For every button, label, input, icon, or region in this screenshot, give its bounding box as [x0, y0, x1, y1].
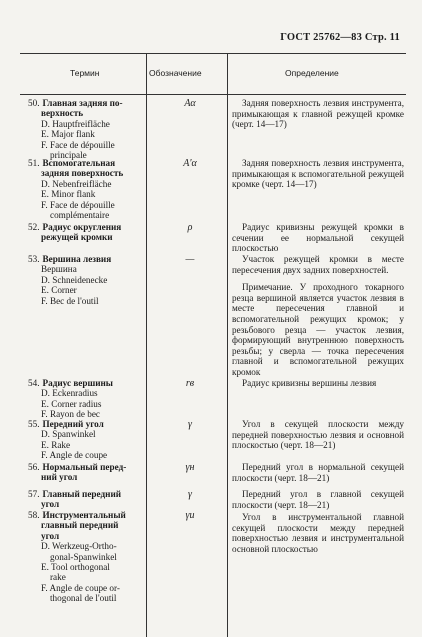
symbol-cell: — — [185, 254, 195, 265]
term-title-text: главный передний — [41, 520, 119, 531]
definition-cell — [232, 254, 404, 385]
term-translation: E. Corner radius — [41, 398, 102, 409]
term-title — [28, 419, 146, 429]
term-number: 52. — [28, 222, 40, 232]
symbol-cell: γи — [185, 510, 195, 521]
definition-text: Радиус кривизны режущей кромки в сечении ее нормальной секущей плоскостью — [232, 222, 404, 254]
term-title-text: Радиус округления — [42, 222, 122, 232]
term-number: 58. — [28, 510, 40, 520]
term-number: 55. — [28, 419, 40, 429]
definition-text: Передний угол в главной секущей плоскости (черт. 18—21) — [232, 489, 404, 510]
term-title-text: Вершина лезвия — [42, 254, 112, 264]
column-header-term: Термин — [70, 68, 100, 78]
table-header-row — [20, 53, 406, 95]
term-translation: D. Spanwinkel — [41, 429, 96, 440]
term-cell — [28, 222, 146, 243]
term-cell — [28, 462, 146, 483]
term-title-text: Радиус вершины — [42, 378, 113, 388]
term-translation: D. Nebenfreifläche — [41, 178, 112, 189]
term-translation: F. Angle de coupe or- — [41, 582, 120, 593]
symbol-cell: ρ — [187, 222, 193, 233]
term-number: 51. — [28, 158, 40, 168]
definition-cell — [232, 512, 404, 561]
term-title — [28, 499, 146, 509]
term-translation: D. Hauptfreifläche — [41, 118, 110, 129]
symbol-cell: rв — [185, 378, 195, 389]
symbol-cell: Aα — [184, 98, 196, 109]
term-title — [28, 222, 146, 232]
term-translation: F. Face de dépouille — [41, 139, 115, 150]
term-translation: E. Corner — [41, 285, 77, 296]
definition-cell — [232, 419, 404, 458]
term-translation: complémentaire — [50, 210, 110, 221]
term-cell — [28, 254, 146, 306]
term-title-text: задняя поверхность — [41, 168, 124, 179]
term-title-text: верхность — [41, 108, 84, 119]
definition-text: Задняя поверхность лезвия инструмента, примыкающая к главной режущей кромке (черт. 14—17) — [232, 98, 404, 130]
term-title — [28, 510, 146, 520]
term-title-text: Главная задняя по- — [42, 98, 123, 108]
symbol-cell: γ — [188, 419, 192, 430]
term-title — [28, 254, 146, 264]
term-translation: F. Rayon de bec — [41, 409, 100, 420]
term-title-text: угол — [41, 530, 60, 541]
term-title-text: угол — [41, 499, 60, 510]
term-title-text: Инструментальный — [42, 510, 126, 520]
column-header-symbol: Обозначение — [149, 68, 202, 78]
definition-cell — [232, 462, 404, 490]
term-title — [28, 520, 146, 530]
definition-note: Примечание. У проходного токарного резца вершиной является участок лезвия в месте пересечения главной и вспомогательной режущих кромок; у резьбового резца — участок лезвия, формирующий внутреннюю поверхность резьбы; у сверла — точка пересечения главной и вспомогательной режущих кромок — [232, 282, 404, 377]
term-title — [28, 462, 146, 472]
term-title-text: режущей кромки — [41, 232, 113, 243]
term-title — [28, 472, 146, 482]
term-translation: gonal-Spanwinkel — [50, 551, 117, 562]
term-translation: Вершина — [41, 264, 77, 275]
term-translation: rake — [50, 572, 66, 583]
column-separator — [146, 53, 147, 637]
term-cell — [28, 510, 146, 604]
term-translation: E. Major flank — [41, 129, 95, 140]
term-title — [28, 108, 146, 118]
symbol-cell: γн — [185, 462, 195, 473]
term-translation: F. Bec de l'outil — [41, 295, 99, 306]
term-translation: E. Rake — [41, 439, 71, 450]
definition-text: Участок режущей кромки в месте пересечения двух задних поверхностей. — [232, 254, 404, 275]
page-header: ГОСТ 25762—83 Стр. 11 — [280, 32, 400, 43]
term-translation: principale — [50, 150, 87, 161]
term-title-text: Вспомогательная — [42, 158, 116, 168]
term-number: 54. — [28, 378, 40, 388]
definition-text: Радиус кривизны вершины лезвия — [242, 378, 377, 388]
term-title-text: ний угол — [41, 472, 78, 483]
definition-cell — [232, 158, 404, 197]
term-title — [28, 489, 146, 499]
term-cell — [28, 158, 146, 220]
term-title — [28, 98, 146, 108]
definition-text: Угол в секущей плоскости между передней поверхностью лезвия и основной плоскостью (черт. 18—21) — [232, 419, 404, 451]
term-title-text: Нормальный перед- — [42, 462, 127, 472]
term-title — [28, 232, 146, 242]
term-translation: F. Face de dépouille — [41, 199, 115, 210]
term-translation: F. Angle de coupe — [41, 450, 108, 461]
term-cell — [28, 489, 146, 510]
term-number: 53. — [28, 254, 40, 264]
term-title — [28, 531, 146, 541]
term-translation: E. Minor flank — [41, 189, 96, 200]
term-number: 57. — [28, 489, 40, 499]
definition-text: Задняя поверхность лезвия инструмента, примыкающая к вспомогательной режущей кромке (черт. 14—17) — [232, 158, 404, 190]
symbol-cell: γ — [188, 489, 192, 500]
term-title-text: Главный передний — [42, 489, 122, 499]
term-cell — [28, 378, 146, 420]
term-number: 56. — [28, 462, 40, 472]
symbol-cell: A'α — [183, 158, 197, 169]
term-translation: E. Tool orthogonal — [41, 562, 110, 573]
definition-cell — [232, 378, 404, 396]
definition-text: Угол в инструментальной главной секущей плоскости между передней поверхностью лезвия и инструментальной основной плоскостью — [232, 512, 404, 554]
term-translation: D. Eckenradius — [41, 388, 98, 399]
column-separator — [227, 53, 228, 637]
definition-text: Передний угол в нормальной секущей плоскости (черт. 18—21) — [232, 462, 404, 483]
term-translation: thogonal de l'outil — [50, 593, 117, 604]
term-title — [28, 378, 146, 388]
term-cell — [28, 419, 146, 461]
definition-cell — [232, 98, 404, 137]
term-translation: D. Schneidenecke — [41, 274, 108, 285]
term-cell — [28, 98, 146, 160]
term-translation: D. Werkzeug-Ortho- — [41, 541, 117, 552]
column-header-definition: Определение — [285, 68, 339, 78]
term-number: 50. — [28, 98, 40, 108]
term-title — [28, 168, 146, 178]
term-title-text: Передний угол — [42, 419, 104, 429]
term-title — [28, 158, 146, 168]
